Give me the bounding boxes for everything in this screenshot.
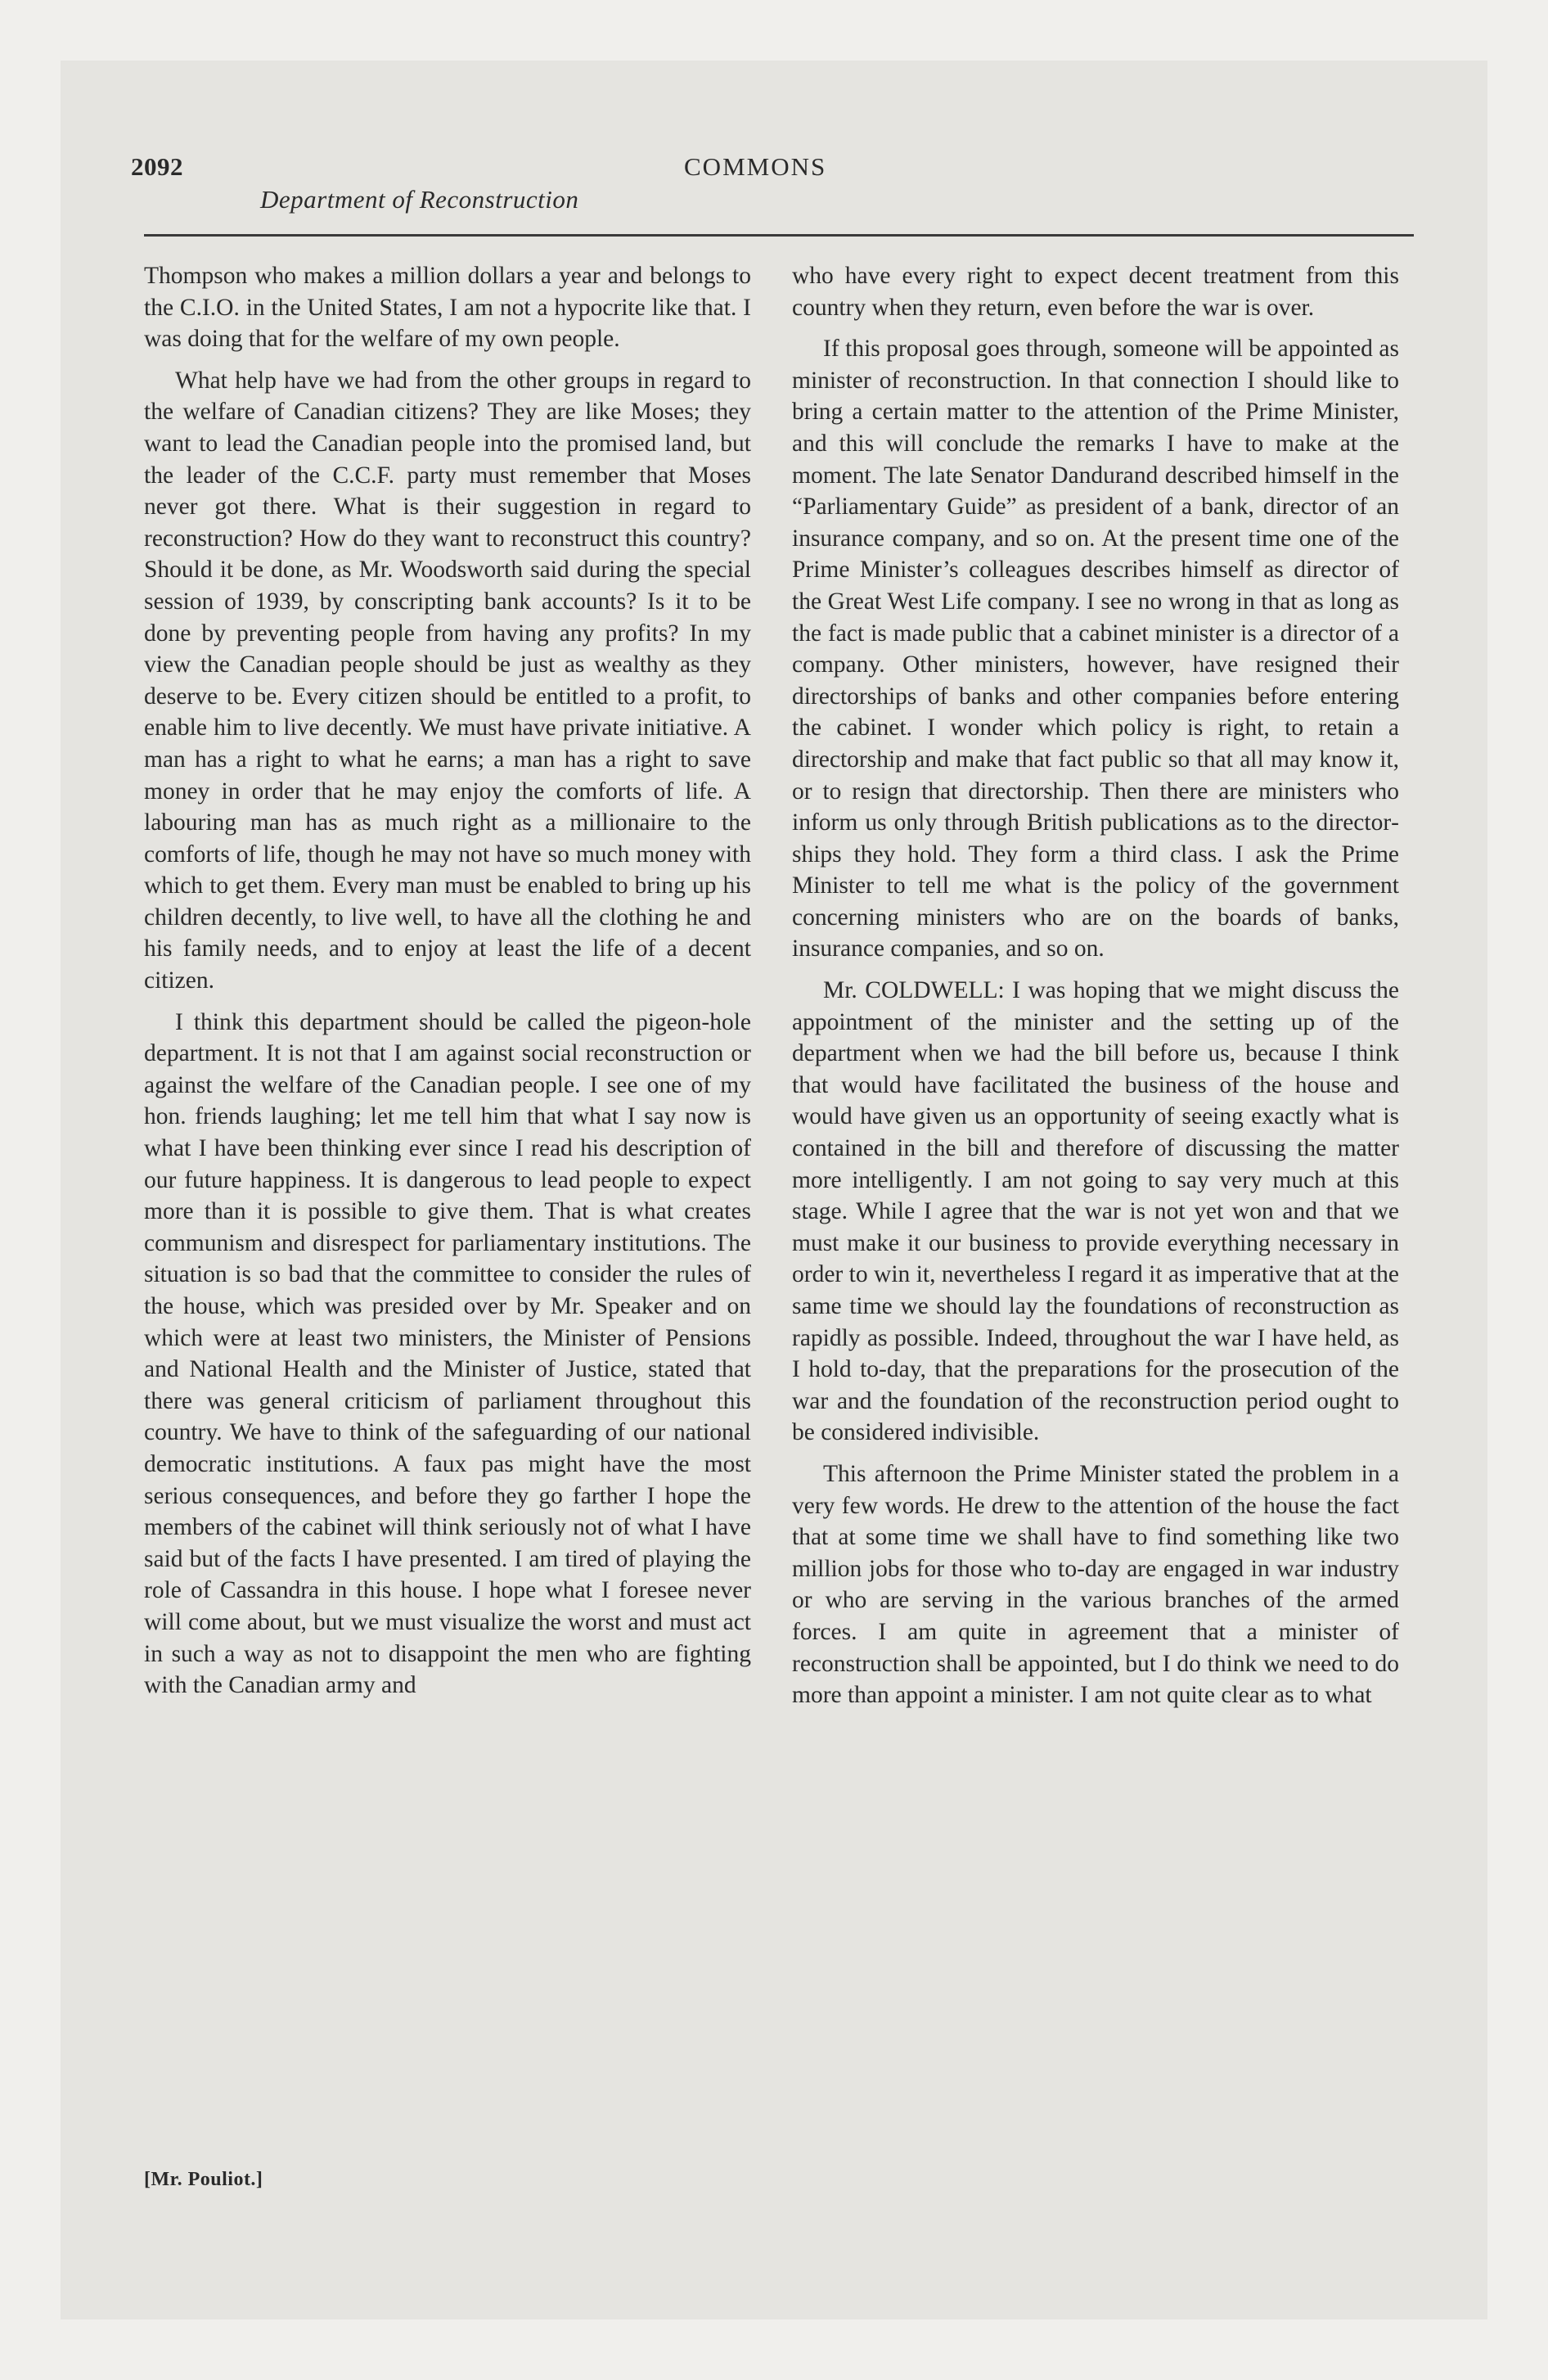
paragraph: If this proposal goes through, someone will be appointed as minister of reconstruction. In that connection I should like to bring a certain matter to the attention of the Prime Minister, and this will conclude the remarks I have to make at the moment. The late Senator Dandurand described himself in the “Parliamentary Guide” as president of a bank, director of an insurance company, and so on. At the present time one of the Prime Minister’s colleagues describes himself as director of the Great West Life company. I see no wrong in that as long as the fact is made public that a cabinet minister is a director of a company. Other ministers, however, have resigned their directorships of banks and other companies before entering the cabinet. I wonder which policy is right, to retain a directorship and make that fact public so that all may know it, or to resign that directorship. Then there are ministers who inform us only through British publications as to the directorships they hold. They form a third class. I ask the Prime Minister to tell me what is the policy of the government concerning ministers who are on the boards of banks, insurance companies, and so on. (792, 336, 1399, 962)
paragraph: This afternoon the Prime Minister stated the problem in a very few words. He drew to the attention of the house the fact that at some time we shall have to find something like two million jobs for those who to-day are engaged in war industry or who are serving in the various branches of the armed forces. I am quite in agreement that a minister of reconstruction shall be appointed, but I do think we need to do more than appoint a minister. I am not quite clear as to what (792, 1460, 1399, 1709)
left-column (144, 260, 751, 1711)
paragraph: who have every right to expect decent treatment from this country when they return, even before the war is over. (792, 263, 1399, 321)
right-column (792, 260, 1399, 1721)
page-title: COMMONS (684, 152, 827, 181)
speaker-footnote: [Mr. Pouliot.] (144, 2169, 263, 2190)
page-number: 2092 (131, 152, 183, 181)
paragraph: What help have we had from the other groups in regard to the welfare of Canadian citizens? They are like Moses; they want to lead the Canadian people into the promised land, but the leader of the C.C.F. party must remember that Moses never got there. What is their suggestion in regard to reconstruction? How do they want to reconstruct this country? Should it be done, as Mr. Woodsworth said during the special session of 1939, by conscripting bank accounts? Is it to be done by preventing people from having any profits? In my view the Canadian people should be just as wealthy as they deserve to be. Every citizen should be entitled to a profit, to enable him to live decently. We must have private initiative. A man has a right to what he earns; a man has a right to save money in order that he may enjoy the comforts of life. A labouring man has as much right as a millionaire to the comforts of life, though he may not have so much money with which to get them. Every man must be enabled to bring up his children decently, to live well, to have all the clothing he and his family needs, and to enjoy at least the life of a decent citizen. (144, 367, 751, 994)
paragraph: Mr. COLDWELL: I was hoping that we might discuss the appointment of the minister and the setting up of the department when we had the bill before us, because I think that would have facilitated the business of the house and would have given us an opportunity of seeing exactly what is contained in the bill and therefore of discussing the matter more intelligently. I am not going to say very much at this stage. While I agree that the war is not yet won and that we must make it our business to provide everything necessary in order to win it, nevertheless I regard it as imperative that at the same time we should lay the foundations of reconstruction as rapidly as possible. Indeed, throughout the war I have held, as I hold to-day, that the preparations for the prosecution of the war and the foundation of the reconstruction period ought to be considered indivisible. (792, 977, 1399, 1446)
page-subtitle: Department of Reconstruction (260, 185, 579, 214)
paragraph: Thompson who makes a million dollars a year and belongs to the C.I.O. in the United States, I am not a hypocrite like that. I was doing that for the welfare of my own people. (144, 263, 751, 353)
paragraph: I think this department should be called the pigeon-hole department. It is not that I am against social reconstruction or against the welfare of the Canadian people. I see one of my hon. friends laughing; let me tell him that what I say now is what I have been thinking ever since I read his description of our future happiness. It is dangerous to lead people to expect more than it is possible to give them. That is what creates communism and disrespect for parliamentary institutions. The situation is so bad that the committee to consider the rules of the house, which was presided over by Mr. Speaker and on which were at least two ministers, the Minister of Pensions and National Health and the Minister of Justice, stated that there was general criticism of parliament throughout this country. We have to think of the safeguarding of our national democratic institutions. A faux pas might have the most serious consequences, and before they go farther I hope the members of the cabinet will think seriously not of what I have said but of the facts I have presented. I am tired of playing the role of Cassandra in this house. I hope what I foresee never will come about, but we must visualize the worst and must act in such a way as not to disappoint the men who are fighting with the Canadian army and (144, 1008, 751, 1699)
header-rule (144, 234, 1414, 237)
